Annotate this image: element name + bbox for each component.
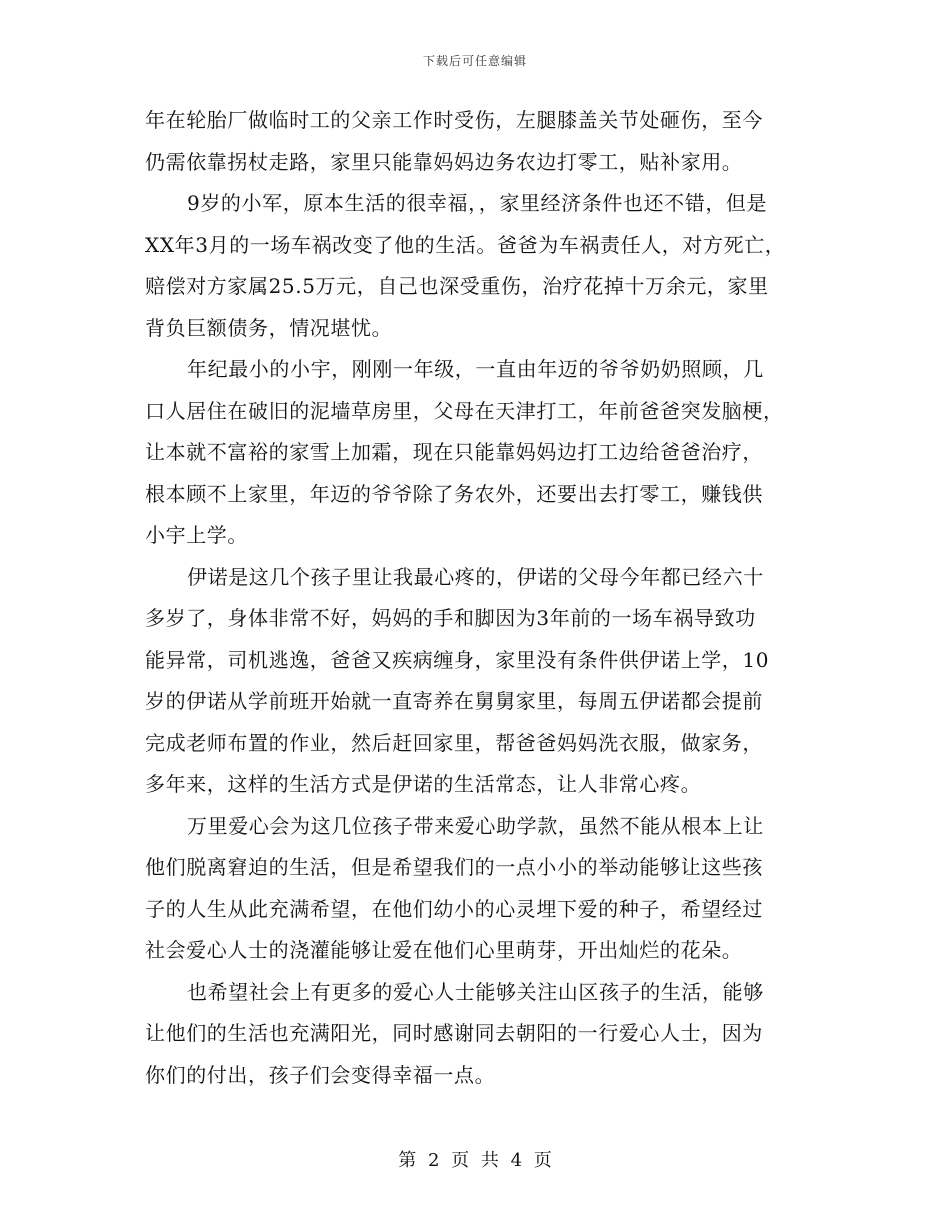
text-line: 也希望社会上有更多的爱心人士能够关注山区孩子的生活，能够 [187,979,764,1004]
page-header: 下载后可任意编辑 [422,54,527,68]
text-line: 小宇上学。 [145,523,248,547]
text-line: 能异常，司机逃逸，爸爸又疾病缠身，家里没有条件供伊诺上学，10 [145,647,770,672]
text-line: 完成老师布置的作业，然后赶回家里，帮爸爸妈妈洗衣服，做家务， [145,730,763,755]
paragraph-3 [145,349,815,557]
text-line: 背负巨额债务，情况堪忧。 [145,315,393,340]
text-line: 他们脱离窘迫的生活，但是希望我们的一点小小的举动能够让这些孩 [145,855,763,879]
text-line: 岁的伊诺从学前班开始就一直寄养在舅舅家里，每周五伊诺都会提前 [145,689,763,713]
text-line: 万里爱心会为这几位孩子带来爱心助学款，虽然不能从根本上让 [187,813,764,838]
text-line: 多年来，这样的生活方式是伊诺的生活常态，让人非常心疼。 [145,772,702,796]
text-line: 年在轮胎厂做临时工的父亲工作时受伤，左腿膝盖关节处砸伤，至今 [145,108,763,132]
text-line: 赔偿对方家属25.5万元，自己也深受重伤，治疗花掉十万余元，家里 [145,274,769,298]
text-line: 多岁了，身体非常不好，妈妈的手和脚因为3年前的一场车祸导致功 [145,606,756,630]
paragraph-1 [145,100,815,183]
text-line: 9岁的小军，原本生活的很幸福，，家里经济条件也还不错，但是 [187,191,768,215]
text-line: 让本就不富裕的家雪上加霜，现在只能靠妈妈边打工边给爸爸治疗， [145,440,763,464]
text-line: 口人居住在破旧的泥墙草房里，父母在天津打工，年前爸爸突发脑梗， [145,398,784,423]
text-line: 根本顾不上家里，年迈的爷爷除了务农外，还要出去打零工，赚钱供 [145,481,763,506]
paragraph-6 [145,972,815,1097]
text-line: 年纪最小的小宇，刚刚一年级，一直由年迈的爷爷奶奶照顾，几 [187,357,764,381]
paragraph-2 [145,183,815,349]
text-line: 你们的付出，孩子们会变得幸福一点。 [145,1062,496,1087]
text-line: 子的人生从此充满希望，在他们幼小的心灵埋下爱的种子，希望经过 [145,896,763,921]
paragraph-5 [145,806,815,972]
text-line: 社会爱心人士的浇灌能够让爱在他们心里萌芽，开出灿烂的花朵。 [145,938,743,962]
text-line: 让他们的生活也充满阳光，同时感谢同去朝阳的一行爱心人士，因为 [145,1021,763,1045]
text-line: 伊诺是这几个孩子里让我最心疼的，伊诺的父母今年都已经六十 [187,564,764,589]
paragraph-4 [145,557,815,806]
page-number-footer: 第 2 页 共 4 页 [398,1150,552,1171]
document-body [145,100,815,1096]
text-line: 仍需依靠拐杖走路，家里只能靠妈妈边务农边打零工，贴补家用。 [145,149,743,174]
text-line: XX年3月的一场车祸改变了他的生活。爸爸为车祸责任人，对方死亡， [145,232,786,257]
